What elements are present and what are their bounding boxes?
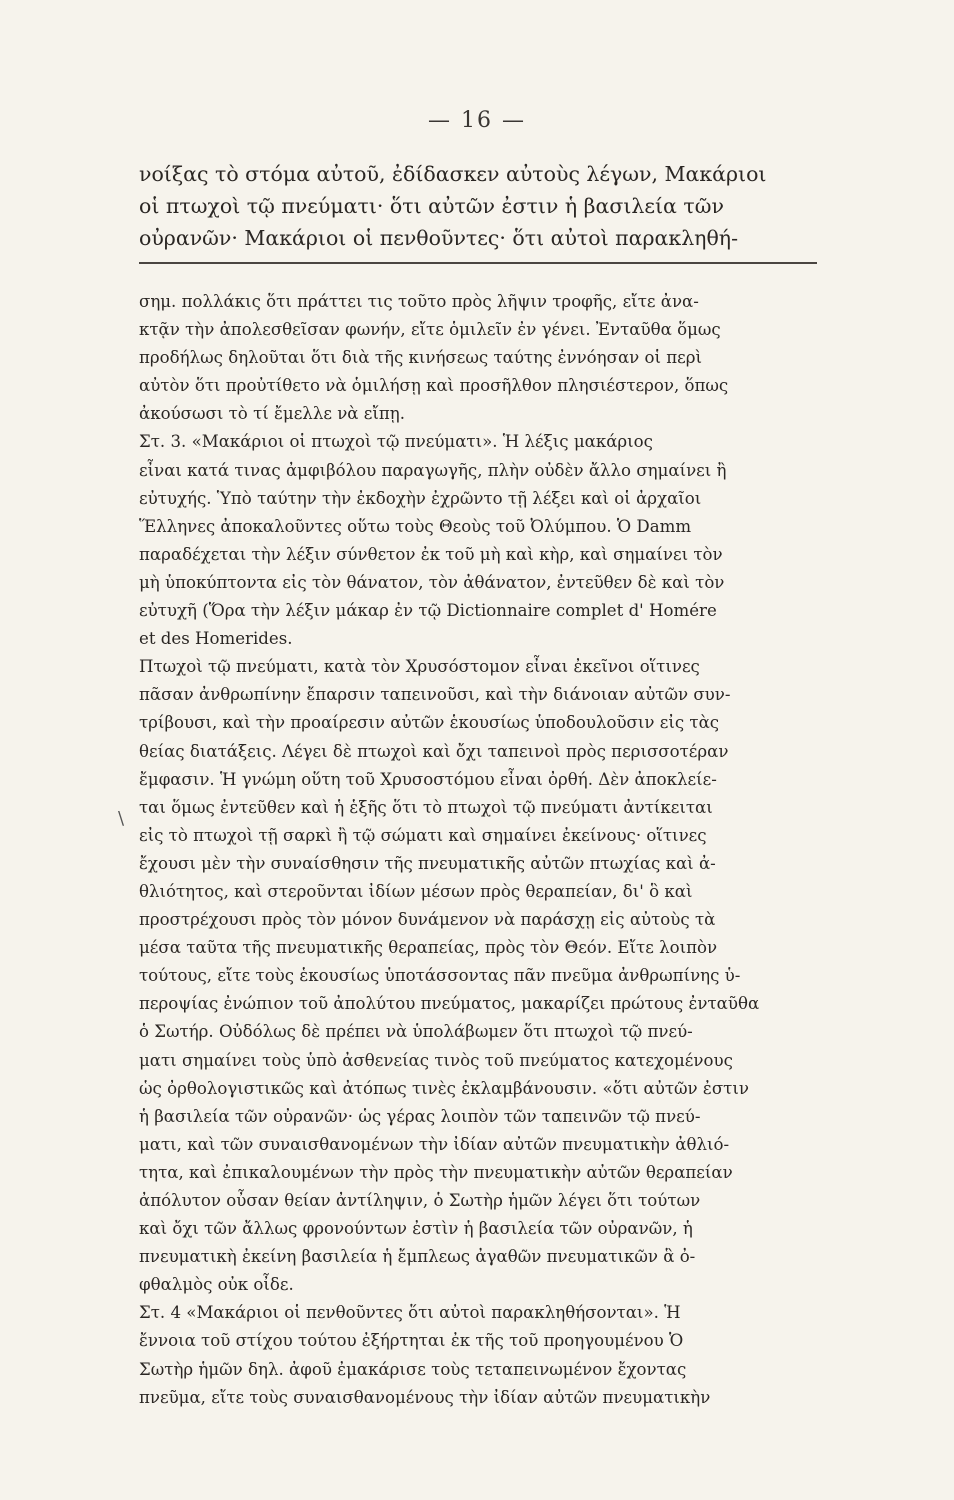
notes-line: προδήλως δηλοῦται ὅτι διὰ τῆς κινήσεως ταύτης ἐννόησαν οἱ περὶ — [139, 348, 703, 368]
notes-line: καὶ ὄχι τῶν ἄλλως φρονούντων ἐστὶν ἡ βασιλεία τῶν οὐρανῶν, ἡ — [139, 1219, 693, 1239]
main-text-line: νοίξας τὸ στόμα αὐτοῦ, ἐδίδασκεν αὐτοὺς λέγων, Μακάριοι — [139, 162, 767, 186]
notes-line: ἔχουσι μὲν τὴν συναίσθησιν τῆς πνευματικῆς αὐτῶν πτωχίας καὶ ἀ- — [139, 853, 716, 873]
notes-line: περοψίας ἐνώπιον τοῦ ἀπολύτου πνεύματος, μακαρίζει πρώτους ἐνταῦθα — [139, 994, 760, 1014]
main-text-line: οἱ πτωχοὶ τῷ πνεύματι· ὅτι αὐτῶν ἐστιν ἡ βασιλεία τῶν — [139, 194, 724, 218]
notes-line: αὐτὸν ὅτι προὐτίθετο νὰ ὁμιλήσῃ καὶ προσῆλθον πλησιέστερον, ὅπως — [139, 376, 729, 396]
notes-line: ματι σημαίνει τοὺς ὑπὸ ἀσθενείας τινὸς τοῦ πνεύματος κατεχομένους — [139, 1050, 733, 1070]
notes-line: ἀκούσωσι τὸ τί ἔμελλε νὰ εἴπῃ. — [139, 404, 406, 424]
notes-line: ὡς ὀρθολογιστικῶς καὶ ἀτόπως τινὲς ἐκλαμβάνουσιν. «ὅτι αὐτῶν ἐστιν — [139, 1078, 749, 1098]
notes-line: μὴ ὑποκύπτοντα εἰς τὸν θάνατον, τὸν ἀθάνατον, ἐντεῦθεν δὲ καὶ τὸν — [139, 572, 725, 592]
notes-line: ἔννοια τοῦ στίχου τούτου ἐξήρτηται ἐκ τῆς τοῦ προηγουμένου Ὁ — [139, 1331, 684, 1351]
notes-line: σημ. πολλάκις ὅτι πράττει τις τοῦτο πρὸς λῆψιν τροφῆς, εἴτε ἀνα- — [139, 292, 699, 311]
page-number: — 16 — — [428, 108, 526, 133]
notes-line: θείας διατάξεις. Λέγει δὲ πτωχοὶ καὶ ὄχι ταπεινοὶ πρὸς περισσοτέραν — [139, 741, 729, 761]
notes-line: εὐτυχῆ (Ὅρα τὴν λέξιν μάκαρ ἐν τῷ Dictionnaire complet d' Homére — [139, 601, 717, 621]
notes-line: et des Homerides. — [139, 629, 293, 649]
notes-line: εὐτυχής. Ὑπὸ ταύτην τὴν ἐκδοχὴν ἐχρῶντο τῇ λέξει καὶ οἱ ἀρχαῖοι — [139, 488, 702, 508]
notes-line: πᾶσαν ἀνθρωπίνην ἔπαρσιν ταπεινοῦσι, καὶ τὴν διάνοιαν αὐτῶν συν- — [139, 685, 731, 705]
main-text — [139, 158, 815, 254]
notes-line: κτᾷν τὴν ἀπολεσθεῖσαν φωνήν, εἴτε ὁμιλεῖν ἐν γένει. Ἐνταῦθα ὅμως — [139, 320, 721, 340]
notes-line: φθαλμὸς οὐκ οἶδε. — [139, 1275, 294, 1295]
notes-line: ἀπόλυτον οὖσαν θείαν ἀντίληψιν, ὁ Σωτὴρ ἡμῶν λέγει ὅτι τούτων — [139, 1191, 701, 1210]
notes-line: Σωτὴρ ἡμῶν δηλ. ἀφοῦ ἐμακάρισε τοὺς τεταπεινωμένον ἔχοντας — [139, 1359, 687, 1379]
notes-line: τητα, καὶ ἐπικαλουμένων τὴν πρὸς τὴν πνευματικὴν αὐτῶν θεραπείαν — [139, 1162, 733, 1182]
margin-mark: \ — [118, 808, 125, 829]
notes-line: Πτωχοὶ τῷ πνεύματι, κατὰ τὸν Χρυσόστομον εἶναι ἐκεῖνοι οἵτινες — [139, 657, 700, 677]
notes-line: θλιότητος, καὶ στεροῦνται ἰδίων μέσων πρὸς θεραπείαν, δι' ὃ καὶ — [139, 881, 693, 901]
notes-line: πνεῦμα, εἴτε τοὺς συναισθανομένους τὴν ἰδίαν αὐτῶν πνευματικὴν — [139, 1387, 711, 1407]
notes-line: προστρέχουσι πρὸς τὸν μόνον δυνάμενον νὰ παράσχῃ εἰς αὐτοὺς τὰ — [139, 910, 716, 930]
notes-line: ται ὅμως ἐντεῦθεν καὶ ἡ ἑξῆς ὅτι τὸ πτωχοὶ τῷ πνεύματι ἀντίκειται — [139, 797, 713, 817]
notes-line: εἶναι κατά τινας ἀμφιβόλου παραγωγῆς, πλὴν οὐδὲν ἄλλο σημαίνει ἢ — [139, 460, 727, 480]
notes-line: παραδέχεται τὴν λέξιν σύνθετον ἐκ τοῦ μὴ καὶ κὴρ, καὶ σημαίνει τὸν — [139, 544, 723, 564]
main-text-line: οὐρανῶν· Μακάριοι οἱ πενθοῦντες· ὅτι αὐτοὶ παρακληθή- — [139, 226, 739, 250]
notes-line: εἰς τὸ πτωχοὶ τῇ σαρκὶ ἢ τῷ σώματι καὶ σημαίνει ἐκείνους· οἵτινες — [139, 825, 707, 845]
notes-line: Στ. 3. «Μακάριοι οἱ πτωχοὶ τῷ πνεύματι». Ἡ λέξις μακάριος — [139, 432, 653, 452]
footnote-divider — [139, 262, 817, 264]
notes-line: Στ. 4 «Μακάριοι οἱ πενθοῦντες ὅτι αὐτοὶ παρακληθήσονται». Ἡ — [139, 1303, 681, 1323]
commentary-notes — [139, 288, 817, 1412]
notes-line: τούτους, εἴτε τοὺς ἑκουσίως ὑποτάσσοντας πᾶν πνεῦμα ἀνθρωπίνης ὑ- — [139, 966, 741, 986]
notes-line: τρίβουσι, καὶ τὴν προαίρεσιν αὐτῶν ἑκουσίως ὑποδουλοῦσιν εἰς τὰς — [139, 713, 720, 733]
notes-line: ἔμφασιν. Ἡ γνώμη οὕτη τοῦ Χρυσοστόμου εἶναι ὀρθή. Δὲν ἀποκλείε- — [139, 769, 717, 789]
notes-line: ματι, καὶ τῶν συναισθανομένων τὴν ἰδίαν αὐτῶν πνευματικὴν ἀθλιό- — [139, 1134, 730, 1154]
notes-line: ἡ βασιλεία τῶν οὐρανῶν· ὡς γέρας λοιπὸν τῶν ταπεινῶν τῷ πνεύ- — [139, 1106, 701, 1126]
notes-line: Ἕλληνες ἀποκαλοῦντες οὕτω τοὺς Θεοὺς τοῦ Ὀλύμπου. Ὁ Damm — [139, 516, 692, 536]
notes-line: μέσα ταῦτα τῆς πνευματικῆς θεραπείας, πρὸς τὸν Θεόν. Εἴτε λοιπὸν — [139, 938, 718, 958]
notes-line: ὁ Σωτήρ. Οὐδόλως δὲ πρέπει νὰ ὑπολάβωμεν ὅτι πτωχοὶ τῷ πνεύ- — [139, 1022, 693, 1042]
notes-line: πνευματικὴ ἐκείνη βασιλεία ἡ ἔμπλεως ἀγαθῶν πνευματικῶν ἃ ὀ- — [139, 1247, 696, 1267]
